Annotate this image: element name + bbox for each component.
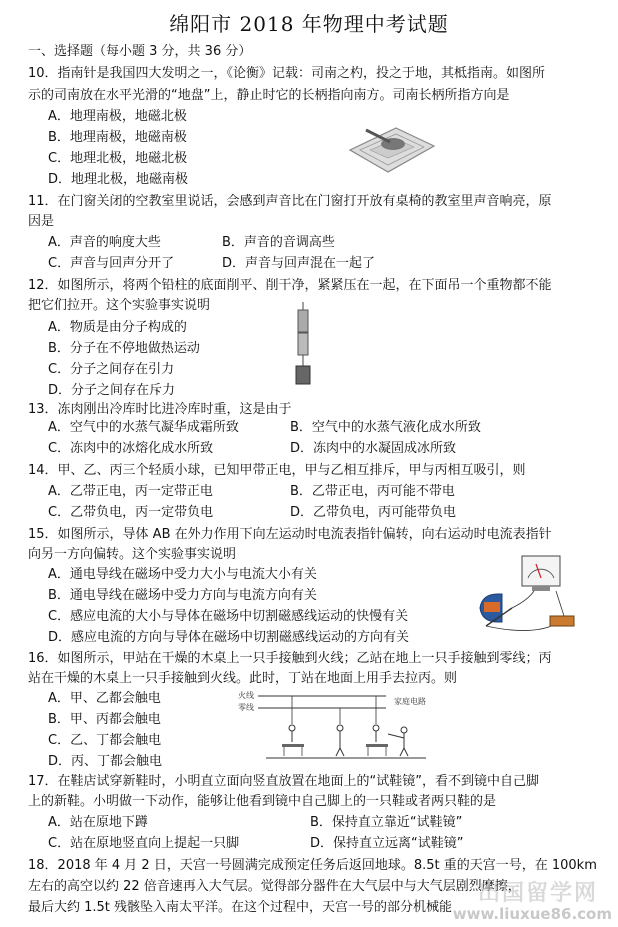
q17-option-a: A．站在原地下蹲	[48, 815, 148, 830]
q16-stem-line2: 站在干燥的木桌上一只手接触到火线。此时，丁站在地面上用手去拉丙。则	[28, 671, 458, 686]
lead-cylinders-figure	[292, 300, 314, 388]
q10-stem-line1: 10．指南针是我国四大发明之一，《论衡》记载：司南之杓，投之于地，其柢指南。如图所	[28, 66, 546, 81]
q12-stem-line2: 把它们拉开。这个实验事实说明	[28, 298, 211, 313]
page-title: 绵阳市 2018 年物理中考试题	[169, 12, 449, 36]
q17-option-b: B．保持直立靠近“试鞋镜”	[310, 815, 463, 830]
q11-option-d: D．声音与回声混在一起了	[222, 256, 376, 271]
q11-option-c: C．声音与回声分开了	[48, 256, 175, 271]
q16-option-c: C．乙、丁都会触电	[48, 733, 162, 748]
q10-option-a: A．地理南极，地磁北极	[48, 109, 187, 124]
q17-option-d: D．保持直立远离“试鞋镜”	[310, 836, 464, 851]
q15-stem-line2: 向另一方向偏转。这个实验事实说明	[28, 547, 237, 562]
q11-stem-line1: 11．在门窗关闭的空教室里说话，会感到声音比在门窗打开放有桌椅的教室里声音响亮，原	[28, 194, 552, 209]
q14-stem-line1: 14．甲、乙、丙三个轻质小球，已知甲带正电，甲与乙相互排斥，甲与丙相互吸引，则	[28, 463, 526, 478]
q10-option-d: D．地理北极，地磁南极	[48, 172, 189, 187]
q11-option-b: B．声音的音调高些	[222, 235, 335, 250]
q16-option-a: A．甲、乙都会触电	[48, 691, 161, 706]
q16-option-d: D．丙、丁都会触电	[48, 754, 163, 769]
q12-option-c: C．分子之间存在引力	[48, 362, 175, 377]
q12-stem-line1: 12．如图所示，将两个铅柱的底面削平、削干净，紧紧压在一起，在下面吊一个重物都不能	[28, 278, 552, 293]
q15-option-a: A．通电导线在磁场中受力大小与电流大小有关	[48, 567, 317, 582]
live-wire-label: 火线	[238, 691, 254, 700]
watermark-url: www.liuxue86.com	[452, 905, 612, 923]
q15-option-d: D．感应电流的方向与导体在磁场中切割磁感线运动的方向有关	[48, 630, 410, 645]
neutral-wire-label: 零线	[238, 703, 254, 712]
q17-stem-line2: 上的新鞋。小明做一下动作，能够让他看到镜中自己脚上的一只鞋或者两只鞋的是	[28, 794, 497, 809]
q15-stem-line1: 15．如图所示，导体 AB 在外力作用下向左运动时电流表指针偏转，向右运动时电流表指针	[28, 527, 552, 542]
q13-option-d: D．冻肉中的水凝固成冰所致	[290, 441, 457, 456]
q13-stem-line1: 13．冻肉刚出冷库时比进冷库时重，这是由于	[28, 402, 292, 417]
q18-stem-line1: 18．2018 年 4 月 2 日，天宫一号圆满完成预定任务后返回地球。8.5t 重的天宫一号，在 100km	[28, 858, 597, 873]
home-circuit-label: 家庭电路	[394, 697, 426, 706]
q17-option-c: C．站在原地竖直向上提起一只脚	[48, 836, 240, 851]
q12-option-a: A．物质是由分子构成的	[48, 320, 187, 335]
q13-option-c: C．冻肉中的冰熔化成水所致	[48, 441, 214, 456]
q15-option-c: C．感应电流的大小与导体在磁场中切割磁感线运动的快慢有关	[48, 609, 409, 624]
section-heading: 一、选择题（每小题 3 分，共 36 分）	[28, 44, 252, 59]
q13-option-b: B．空气中的水蒸气液化成水所致	[290, 420, 481, 435]
q10-option-c: C．地理北极，地磁北极	[48, 151, 188, 166]
q12-option-d: D．分子之间存在斥力	[48, 383, 176, 398]
q14-option-c: C．乙带负电，丙一定带负电	[48, 505, 214, 520]
q11-option-a: A．声音的响度大些	[48, 235, 161, 250]
q14-option-d: D．乙带负电，丙可能带负电	[290, 505, 457, 520]
q11-stem-line2: 因是	[28, 214, 55, 229]
q10-option-b: B．地理南极，地磁南极	[48, 130, 187, 145]
watermark-logo: 出国留学网	[477, 881, 598, 906]
q18-stem-line3: 最后大约 1.5t 残骸坠入南太平洋。在这个过程中，天宫一号的部分机械能	[28, 900, 453, 915]
q10-stem-line2: 示的司南放在水平光滑的“地盘”上，静止时它的长柄指向南方。司南长柄所指方向是	[28, 88, 510, 103]
site-watermark	[412, 881, 612, 925]
q17-stem-line1: 17．在鞋店试穿新鞋时，小明直立面向竖直放置在地面上的“试鞋镜”，看不到镜中自己脚	[28, 774, 540, 789]
electric-shock-figure	[236, 688, 446, 762]
q18-stem-line2: 左右的高空以约 22 倍音速再入大气层。觉得部分器件在大气层中与大气层剧烈摩擦，	[28, 879, 521, 894]
q14-option-a: A．乙带正电，丙一定带正电	[48, 484, 213, 499]
q15-option-b: B．通电导线在磁场中受力方向与电流方向有关	[48, 588, 317, 603]
compass-sinan-figure	[338, 110, 438, 176]
induction-experiment-figure	[472, 550, 580, 642]
q14-option-b: B．乙带正电，丙可能不带电	[290, 484, 455, 499]
q16-stem-line1: 16．如图所示，甲站在干燥的木桌上一只手接触到火线；乙站在地上一只手接触到零线；丙	[28, 651, 552, 666]
q16-option-b: B．甲、丙都会触电	[48, 712, 161, 727]
q13-option-a: A．空气中的水蒸气凝华成霜所致	[48, 420, 239, 435]
q12-option-b: B．分子在不停地做热运动	[48, 341, 200, 356]
